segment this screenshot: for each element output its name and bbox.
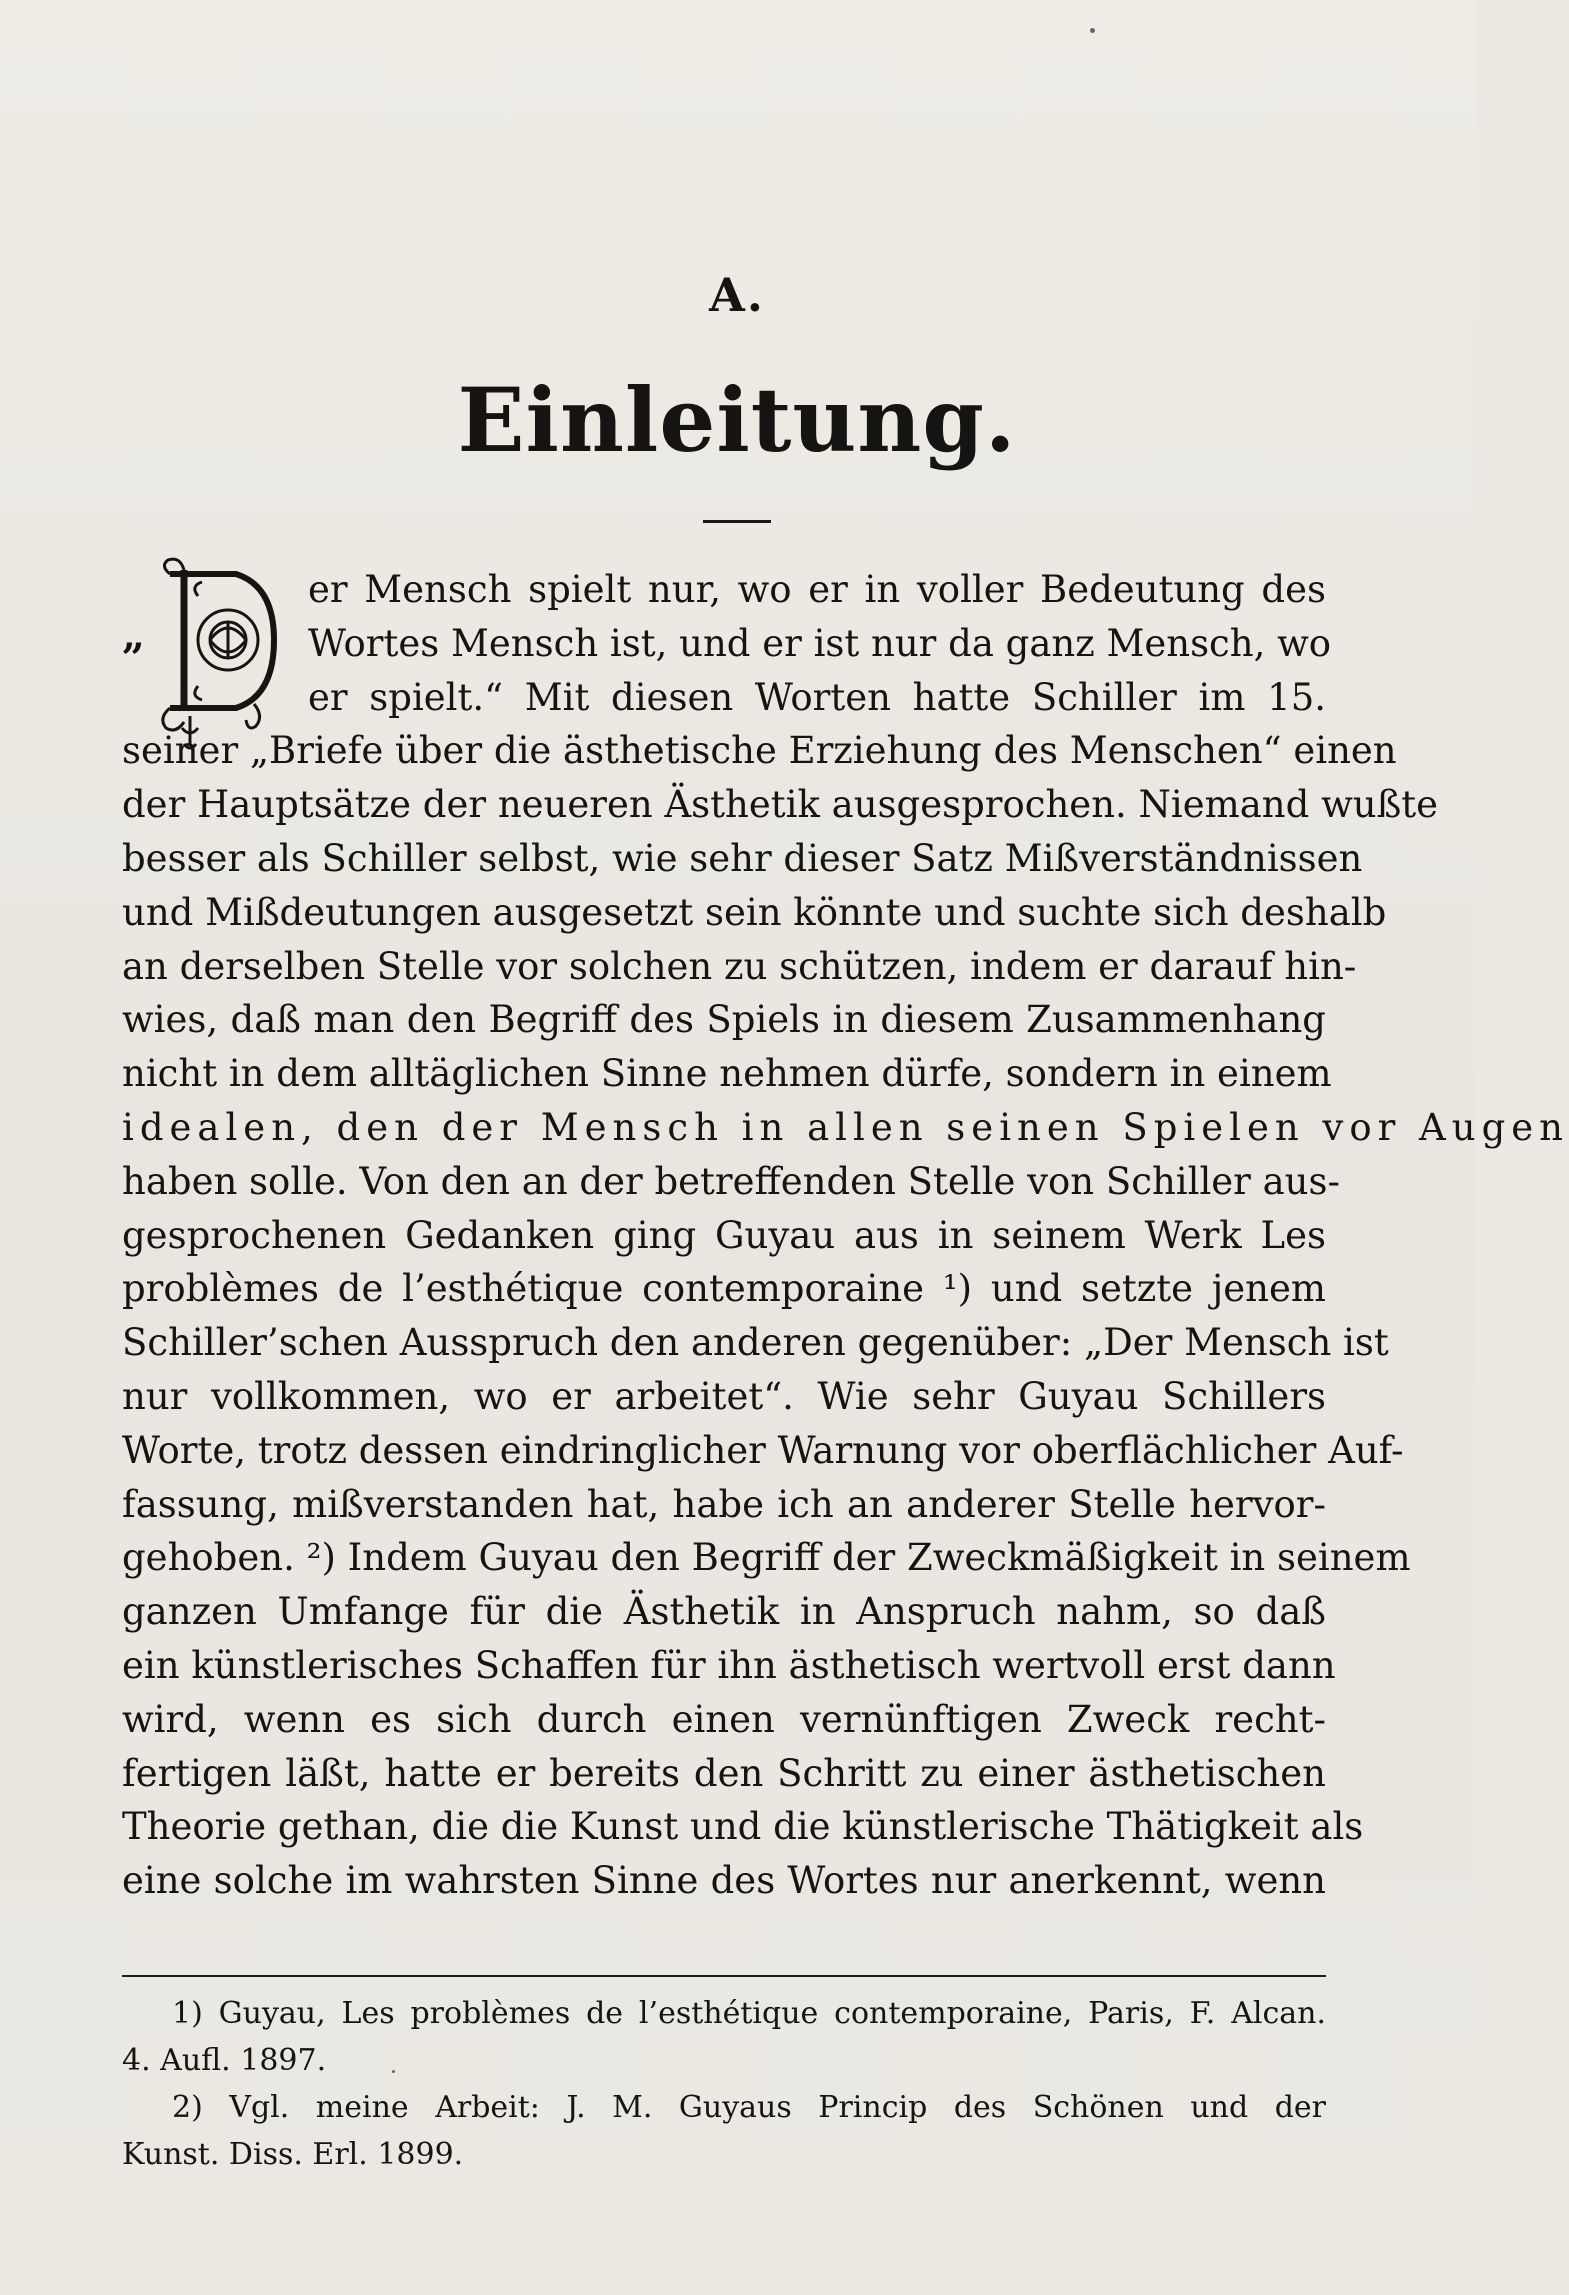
text-line: Schiller’schen Ausspruch den anderen gegenüber: „Der Mensch ist bbox=[122, 1321, 1389, 1365]
text-line: besser als Schiller selbst, wie sehr dieser Satz Mißverständnissen bbox=[122, 836, 1363, 880]
text-line: Worte, trotz dessen eindringlicher Warnung vor oberflächlicher Auf- bbox=[122, 1428, 1404, 1472]
footnote-line: 4. Aufl. 1897. bbox=[122, 2043, 327, 2078]
footnotes bbox=[122, 1990, 1326, 2178]
text-line: er Mensch spielt nur, wo er in voller Bedeutung des bbox=[308, 568, 1326, 611]
text-line: wies, daß man den Begriff des Spiels in diesem Zusammenhang bbox=[122, 998, 1326, 1042]
text-line: nicht in dem alltäglichen Sinne nehmen dürfe, sondern in einem bbox=[122, 1052, 1332, 1096]
text-line: der Hauptsätze der neueren Ästhetik ausgesprochen. Niemand wußte bbox=[122, 783, 1439, 827]
text-line: Theorie gethan, die die Kunst und die künstlerische Thätigkeit als bbox=[122, 1805, 1364, 1849]
text-line: idealen, den der Mensch in allen seinen Spielen vor Augen bbox=[122, 1105, 1569, 1149]
text-line: ein künstlerisches Schaffen für ihn ästhetisch wertvoll erst dann bbox=[122, 1643, 1336, 1687]
opening-quote: „ bbox=[122, 612, 146, 659]
text-line: seiner „Briefe über die ästhetische Erziehung des Menschen“ einen bbox=[122, 729, 1397, 773]
text-line: eine solche im wahrsten Sinne des Wortes nur anerkennt, wenn bbox=[122, 1859, 1326, 1903]
text-line: an derselben Stelle vor solchen zu schützen, indem er darauf hin- bbox=[122, 944, 1357, 988]
title-rule bbox=[703, 520, 771, 523]
text-line: gehoben. ²) Indem Guyau den Begriff der Zweckmäßigkeit in seinem bbox=[122, 1536, 1411, 1580]
chapter-title: Einleitung. bbox=[457, 368, 1017, 472]
text-line: gesprochenen Gedanken ging Guyau aus in seinem Werk Les bbox=[122, 1213, 1326, 1257]
section-label: A. bbox=[709, 268, 765, 322]
footnote-line: 2) Vgl. meine Arbeit: J. M. Guyaus Princip des Schönen und der bbox=[172, 2090, 1326, 2125]
text-line: problèmes de l’esthétique contemporaine ¹) und setzte jenem bbox=[122, 1267, 1326, 1311]
text-line: fertigen läßt, hatte er bereits den Schritt zu einer ästhetischen bbox=[122, 1751, 1326, 1795]
footnote-line: 1) Guyau, Les problèmes de l’esthétique contemporaine, Paris, F. Alcan. bbox=[172, 1996, 1326, 2031]
text-line: wird, wenn es sich durch einen vernünftigen Zweck recht- bbox=[122, 1697, 1326, 1741]
text-line: fassung, mißverstanden hat, habe ich an anderer Stelle hervor- bbox=[122, 1482, 1326, 1526]
text-line: ganzen Umfange für die Ästhetik in Anspruch nahm, so daß bbox=[122, 1590, 1326, 1634]
footnote-line: Kunst. Diss. Erl. 1899. bbox=[122, 2137, 464, 2172]
text-line: nur vollkommen, wo er arbeitet“. Wie sehr Guyau Schillers bbox=[122, 1374, 1326, 1418]
text-line: und Mißdeutungen ausgesetzt sein könnte und suchte sich deshalb bbox=[122, 890, 1387, 934]
text-line: Wortes Mensch ist, und er ist nur da ganz Mensch, wo bbox=[308, 621, 1332, 665]
print-speck bbox=[1090, 28, 1095, 33]
text-line: haben solle. Von den an der betreffenden Stelle von Schiller aus- bbox=[122, 1159, 1341, 1203]
text-line: er spielt.“ Mit diesen Worten hatte Schiller im 15. bbox=[308, 675, 1326, 719]
footnote-rule bbox=[122, 1975, 1326, 1977]
body-text bbox=[122, 563, 1569, 1908]
